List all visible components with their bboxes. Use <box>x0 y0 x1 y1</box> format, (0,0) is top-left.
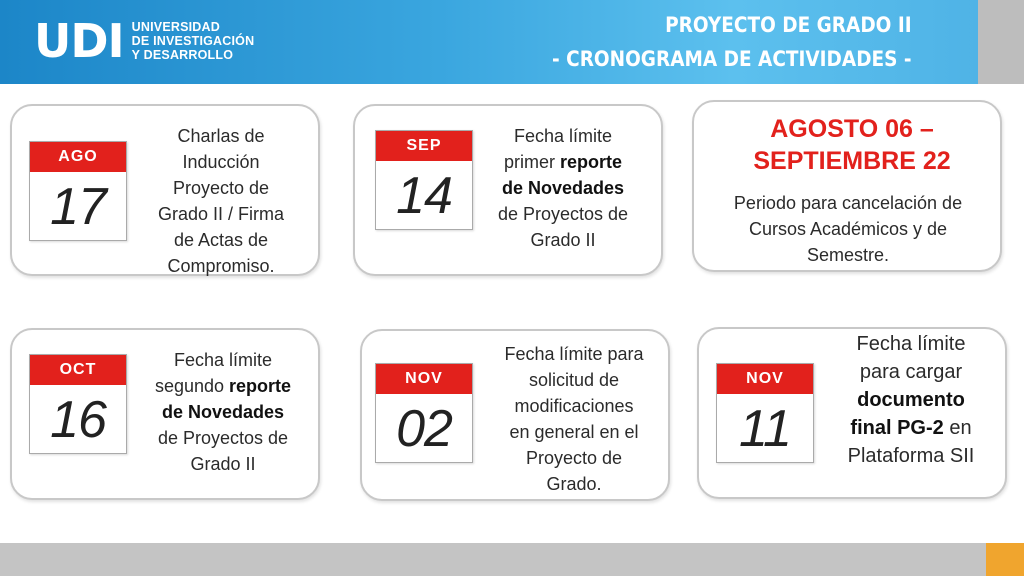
calendar-icon <box>29 141 127 241</box>
desc-text: en <box>943 417 972 439</box>
logo-line-1: UNIVERSIDAD <box>131 20 220 34</box>
desc-line: Proyecto de <box>172 178 270 198</box>
logo-line-2: DE INVESTIGACIÓN <box>131 34 255 48</box>
event-description <box>486 341 662 497</box>
desc-line: Fecha límite <box>856 333 966 355</box>
calendar-day: 11 <box>739 400 791 458</box>
desc-bold: reporte <box>229 376 292 396</box>
title-line-1: PROYECTO DE GRADO II <box>665 13 912 37</box>
page-title <box>552 8 912 76</box>
desc-bold: de Novedades <box>161 402 285 422</box>
desc-line <box>826 414 996 442</box>
event-description <box>826 330 996 470</box>
calendar-day: 02 <box>396 400 452 458</box>
logo-text <box>132 20 255 62</box>
calendar-icon <box>29 354 127 454</box>
desc-line: Compromiso. <box>167 256 275 276</box>
desc-line: Grado. <box>546 474 602 494</box>
desc-bold: final PG-2 <box>850 417 944 439</box>
desc-text: segundo <box>154 376 230 396</box>
desc-line: Plataforma SII <box>847 445 975 467</box>
desc-line: para cargar <box>859 361 963 383</box>
desc-bold: reporte <box>560 152 623 172</box>
desc-line: solicitud de <box>528 370 620 390</box>
calendar-month: OCT <box>30 355 126 385</box>
event-description <box>480 123 646 253</box>
event-description <box>138 123 304 279</box>
calendar-day: 14 <box>396 167 452 225</box>
desc-line: Proyecto de <box>525 448 623 468</box>
calendar-day: 17 <box>50 178 106 236</box>
calendar-icon <box>375 363 473 463</box>
desc-line: de Proyectos de <box>497 204 629 224</box>
logo-line-3: Y DESARROLLO <box>131 48 234 62</box>
desc-line: en general en el <box>509 422 639 442</box>
logo-mark: UDI <box>34 14 124 68</box>
calendar-month: NOV <box>717 364 813 394</box>
header-banner <box>0 0 978 84</box>
calendar-month: SEP <box>376 131 472 161</box>
desc-line <box>136 373 310 399</box>
calendar-icon <box>716 363 814 463</box>
desc-line: Inducción <box>182 152 260 172</box>
calendar-icon <box>375 130 473 230</box>
desc-line: Charlas de <box>177 126 265 146</box>
desc-text: primer <box>503 152 560 172</box>
header-side-block <box>978 0 1024 84</box>
desc-line: Grado II <box>530 230 596 250</box>
period-title: AGOSTO 06 – SEPTIEMBRE 22 <box>753 115 951 175</box>
desc-line: Grado II <box>190 454 256 474</box>
calendar-month: NOV <box>376 364 472 394</box>
desc-line: Grado II / Firma <box>157 204 285 224</box>
desc-line <box>136 399 310 425</box>
udi-logo <box>34 14 255 68</box>
desc-line: de Actas de <box>173 230 269 250</box>
title-line-2: - CRONOGRAMA DE ACTIVIDADES - <box>552 47 912 71</box>
calendar-day: 16 <box>50 391 106 449</box>
desc-line <box>480 175 646 201</box>
desc-line: Periodo para cancelación de <box>733 193 963 213</box>
event-description <box>136 347 310 477</box>
desc-line <box>826 386 996 414</box>
footer-bar <box>0 543 986 576</box>
desc-line <box>480 149 646 175</box>
desc-line: Semestre. <box>806 245 890 265</box>
desc-line: de Proyectos de <box>157 428 289 448</box>
desc-line: Fecha límite para <box>504 344 644 364</box>
desc-bold: de Novedades <box>501 178 625 198</box>
event-description <box>706 190 990 268</box>
desc-bold: documento <box>857 389 965 411</box>
desc-line: Cursos Académicos y de <box>748 219 948 239</box>
desc-line: modificaciones <box>514 396 634 416</box>
footer-accent <box>986 543 1024 576</box>
desc-line: Fecha límite <box>513 126 613 146</box>
desc-line: Fecha límite <box>173 350 273 370</box>
calendar-month: AGO <box>30 142 126 172</box>
